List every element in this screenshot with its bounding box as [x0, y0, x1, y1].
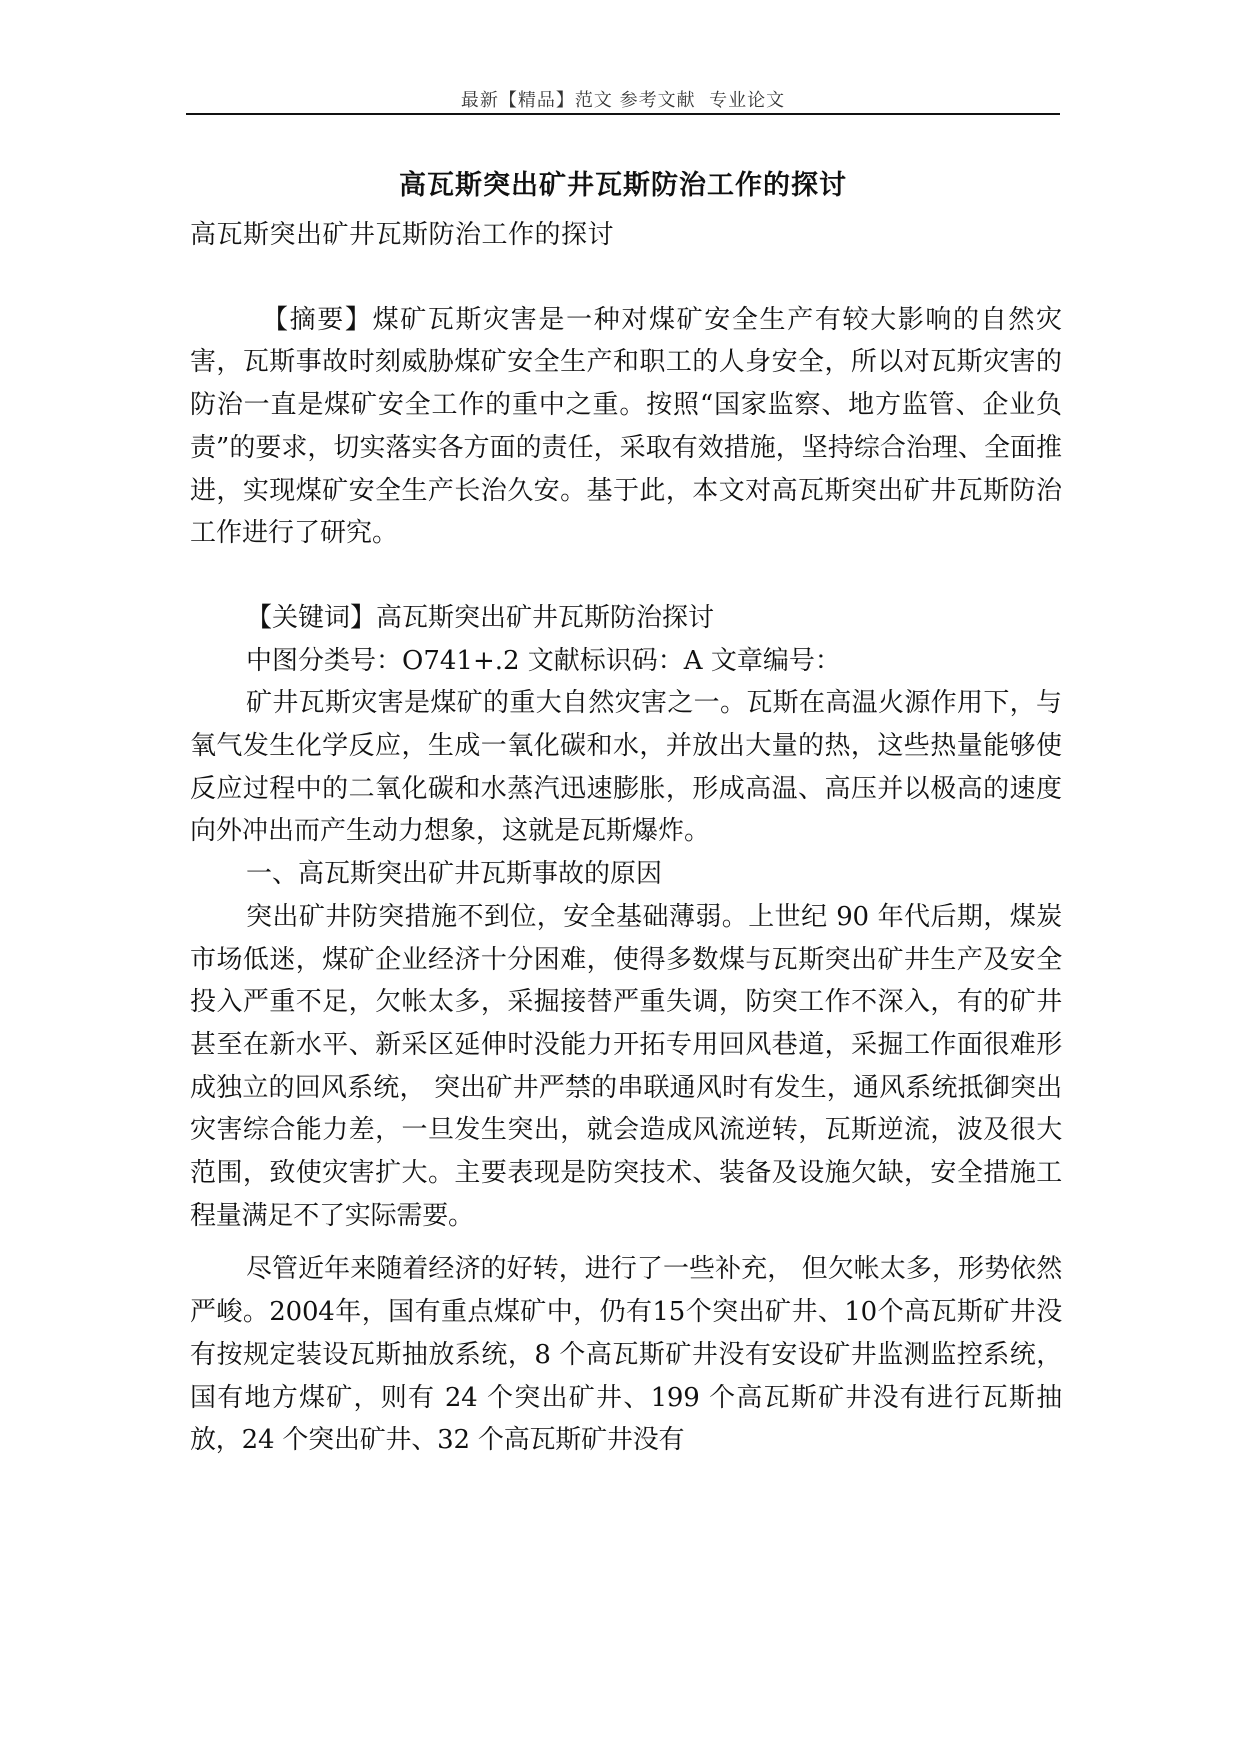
document-body	[190, 214, 1062, 1462]
abstract-paragraph: 【摘要】煤矿瓦斯灾害是一种对煤矿安全生产有较大影响的自然灾害，瓦斯事故时刻威胁煤矿安全生产和职工的人身安全，所以对瓦斯灾害的防治一直是煤矿安全工作的重中之重。按照“国家监察、地方监管、企业负责”的要求，切实落实各方面的责任，采取有效措施，坚持综合治理、全面推进，实现煤矿安全生产长治久安。基于此，本文对高瓦斯突出矿井瓦斯防治工作进行了研究。	[190, 304, 1062, 549]
document-subtitle: 高瓦斯突出矿井瓦斯防治工作的探讨	[190, 220, 615, 250]
spacer	[190, 257, 1062, 299]
section-heading: 一、高瓦斯突出矿井瓦斯事故的原因	[246, 859, 663, 890]
header-divider	[186, 113, 1060, 115]
body-paragraph: 尽管近年来随着经济的好转，进行了一些补充， 但欠帐太多，形势依然严峻。2004年，国有重点煤矿中，仍有15个突出矿井、10个高瓦斯矿井没有按规定装设瓦斯抽放系统，8 个高瓦斯矿井没有安设矿井监测监控系统，国有地方煤矿，则有 24 个突出矿井、199 个高瓦斯矿井没有进行瓦斯抽放，24 个突出矿井、32 个高瓦斯矿井没有	[190, 1254, 1062, 1456]
body-paragraph: 矿井瓦斯灾害是煤矿的重大自然灾害之一。瓦斯在高温火源作用下，与氧气发生化学反应，生成一氧化碳和水，并放出大量的热，这些热量能够使反应过程中的二氧化碳和水蒸汽迅速膨胀，形成高温、高压并以极高的速度向外冲出而产生动力想象，这就是瓦斯爆炸。	[190, 688, 1062, 847]
page-header: 最新【精品】范文 参考文献 专业论文	[460, 90, 786, 111]
spacer	[190, 555, 1062, 597]
keywords-line: 【关键词】高瓦斯突出矿井瓦斯防治探讨	[246, 602, 715, 633]
spacer	[190, 1237, 1062, 1248]
classification-line: 中图分类号：O741+.2 文献标识码：A 文章编号：	[246, 645, 841, 676]
document-title: 高瓦斯突出矿井瓦斯防治工作的探讨	[399, 170, 847, 201]
body-paragraph: 突出矿井防突措施不到位，安全基础薄弱。上世纪 90 年代后期，煤炭市场低迷，煤矿企业经济十分困难，使得多数煤与瓦斯突出矿井生产及安全投入严重不足，欠帐太多，采掘接替严重失调，防突工作不深入，有的矿井甚至在新水平、新采区延伸时没能力开拓专用回风巷道，采掘工作面很难形成独立的回风系统， 突出矿井严禁的串联通风时有发生，通风系统抵御突出灾害综合能力差，一旦发生突出，就会造成风流逆转，瓦斯逆流，波及很大范围，致使灾害扩大。主要表现是防突技术、装备及设施欠缺，安全措施工程量满足不了实际需要。	[190, 901, 1062, 1231]
